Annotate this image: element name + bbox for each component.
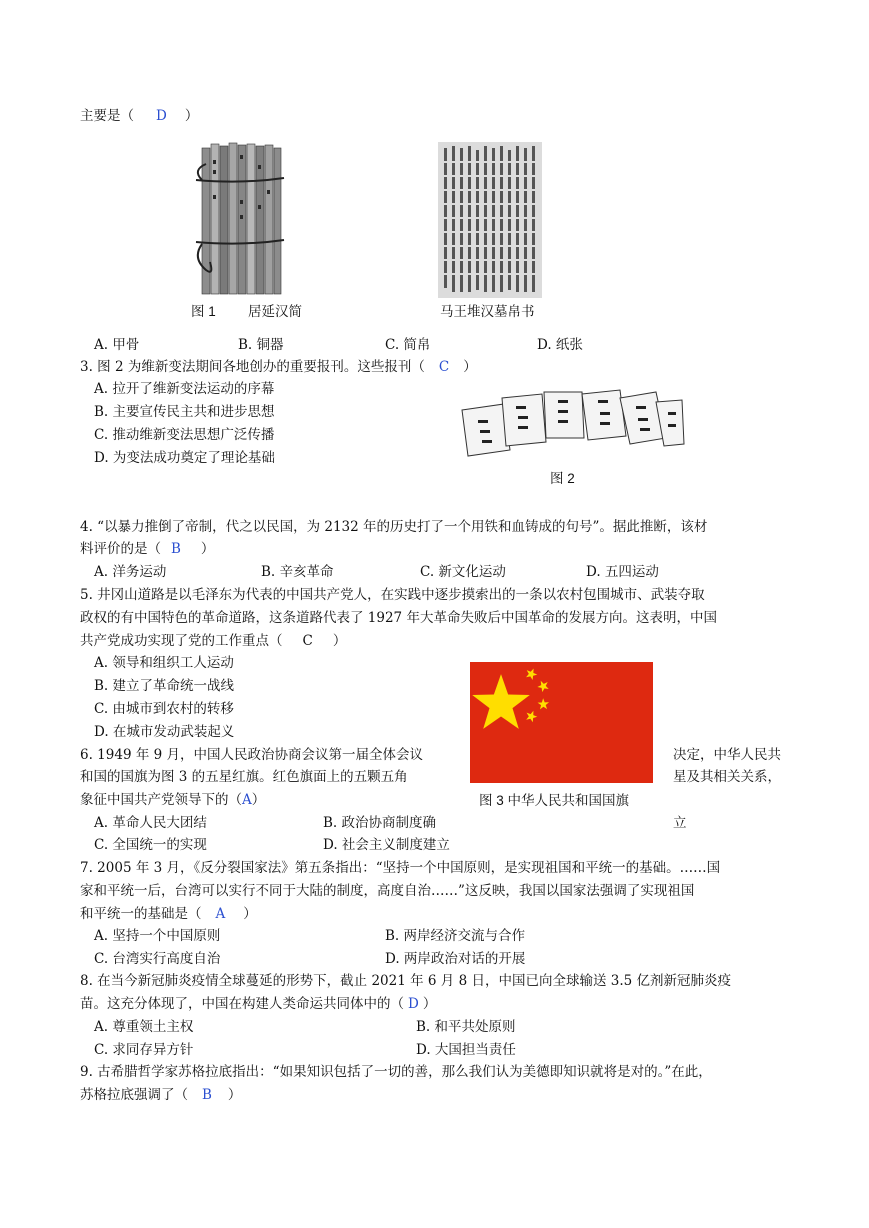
fig2-label: 图 2	[550, 471, 575, 486]
q3-stem-close: ）	[463, 359, 477, 375]
q3-stem-text: 3. 图 2 为维新变法期间各地创办的重要报刊。这些报刊（	[80, 359, 425, 375]
q7-option-d: D. 两岸政治对话的开展	[385, 951, 526, 967]
q4-option-c: C. 新文化运动	[420, 564, 506, 580]
q7-line3-close: ）	[243, 906, 257, 922]
fig1-label: 图 1	[191, 304, 216, 319]
newspapers-image	[460, 388, 686, 458]
q4-option-d: D. 五四运动	[586, 564, 659, 580]
q6-option-b-tail: 立	[673, 815, 687, 831]
q3-option-b: B. 主要宣传民主共和进步思想	[94, 404, 275, 420]
q2-option-b: B. 铜器	[238, 337, 284, 353]
q3-option-d: D. 为变法成功奠定了理论基础	[94, 450, 275, 466]
q5-line2: 政权的有中国特色的革命道路，这条道路代表了 1927 年大革命失败后中国革命的发展方向。这表明，中国	[80, 610, 717, 626]
q7-line3	[80, 905, 257, 923]
q7-option-b: B. 两岸经济交流与合作	[385, 928, 526, 944]
q9-answer: B	[202, 1087, 212, 1103]
q7-line2: 家和平统一后，台湾可以实行不同于大陆的制度，高度自治……”这反映，我国以国家法强调了实现祖国	[80, 883, 695, 899]
q4-line1: 4. “以暴力推倒了帝制，代之以民国，为 2132 年的历史打了一个用铁和血铸成的句号”。据此推断，该材	[80, 519, 708, 535]
q8-line2	[80, 995, 436, 1013]
q7-line1: 7. 2005 年 3 月，《反分裂国家法》第五条指出：“坚持一个中国原则，是实现祖国和平统一的基础。……国	[80, 860, 721, 876]
q8-line1: 8. 在当今新冠肺炎疫情全球蔓延的形势下，截止 2021 年 6 月 8 日，中国已向全球输送 3.5 亿剂新冠肺炎疫	[80, 973, 732, 989]
fig1-right-caption: 马王堆汉墓帛书	[440, 304, 535, 320]
q3-answer: C	[438, 359, 450, 375]
q7-line3-text: 和平统一的基础是（	[80, 906, 202, 922]
q5-option-c: C. 由城市到农村的转移	[94, 701, 234, 717]
q9-line2-close: ）	[227, 1087, 242, 1103]
q2-stem-close: ）	[184, 108, 199, 124]
q6-line3-close: ）	[251, 792, 266, 808]
q4-line2-text: 料评价的是（	[80, 541, 161, 557]
fig3-label: 图 3 中华人民共和国国旗	[479, 793, 630, 808]
q8-line2-text: 苗。这充分体现了，中国在构建人类命运共同体中的（	[80, 996, 404, 1012]
q6-option-a: A. 革命人民大团结	[94, 815, 207, 831]
q6-answer: A	[242, 792, 252, 808]
q8-line2-close: ）	[422, 996, 437, 1012]
q2-answer: D	[156, 108, 167, 124]
bamboo-slips-image	[192, 140, 290, 298]
q8-option-c: C. 求同存异方针	[94, 1042, 194, 1058]
q6-option-d: D. 社会主义制度建立	[323, 837, 450, 853]
q6-line2b: 星及其相关关系，	[673, 769, 781, 785]
q4-line2	[80, 540, 214, 558]
q3-option-a: A. 拉开了维新变法运动的序幕	[94, 381, 275, 397]
q2-option-c: C. 简帛	[385, 337, 431, 353]
q6-line1b: 决定，中华人民共	[673, 747, 781, 763]
q6-option-b: B. 政治协商制度确	[323, 815, 437, 831]
q9-line2	[80, 1086, 241, 1104]
fig1-left-caption: 居延汉简	[248, 304, 302, 320]
q5-option-b: B. 建立了革命统一战线	[94, 678, 235, 694]
national-flag-image	[470, 662, 653, 783]
q6-line2a: 和国的国旗为图 3 的五星红旗。红色旗面上的五颗五角	[80, 769, 408, 785]
q9-line2-text: 苏格拉底强调了（	[80, 1087, 188, 1103]
q4-line2-close: ）	[200, 541, 215, 557]
q7-option-a: A. 坚持一个中国原则	[94, 928, 221, 944]
q6-line3	[80, 791, 265, 809]
q8-option-a: A. 尊重领土主权	[94, 1019, 194, 1035]
q8-option-d: D. 大国担当责任	[416, 1042, 516, 1058]
q8-answer: D	[408, 996, 419, 1012]
q4-option-b: B. 辛亥革命	[261, 564, 334, 580]
q2-option-d: D. 纸张	[537, 337, 583, 353]
q3-stem	[80, 358, 477, 376]
q2-stem	[80, 107, 198, 125]
q5-line3-close: ）	[332, 633, 347, 649]
q2-stem-text: 主要是（	[80, 108, 134, 124]
q3-option-c: C. 推动维新变法思想广泛传播	[94, 427, 275, 443]
q9-line1: 9. 古希腊哲学家苏格拉底指出：“如果知识包括了一切的善，那么我们认为美德即知识就将是对的。”在此，	[80, 1064, 712, 1080]
q5-line3	[80, 632, 346, 650]
q5-answer: C	[302, 633, 313, 649]
q7-answer: A	[215, 906, 226, 922]
q5-line3-text: 共产党成功实现了党的工作重点（	[80, 633, 283, 649]
q6-line1a: 6. 1949 年 9 月，中国人民政治协商会议第一届全体会议	[80, 747, 423, 763]
q6-option-c: C. 全国统一的实现	[94, 837, 207, 853]
q6-line3-text: 象征中国共产党领导下的（	[80, 792, 242, 808]
q5-line1: 5. 井冈山道路是以毛泽东为代表的中国共产党人，在实践中逐步摸索出的一条以农村包围城市、武装夺取	[80, 587, 705, 603]
q8-option-b: B. 和平共处原则	[416, 1019, 516, 1035]
q5-option-a: A. 领导和组织工人运动	[94, 655, 234, 671]
silk-manuscript-image	[438, 142, 542, 298]
q7-option-c: C. 台湾实行高度自治	[94, 951, 221, 967]
q2-option-a: A. 甲骨	[94, 337, 140, 353]
q4-answer: B	[171, 541, 181, 557]
q5-option-d: D. 在城市发动武装起义	[94, 724, 235, 740]
q4-option-a: A. 洋务运动	[94, 564, 167, 580]
